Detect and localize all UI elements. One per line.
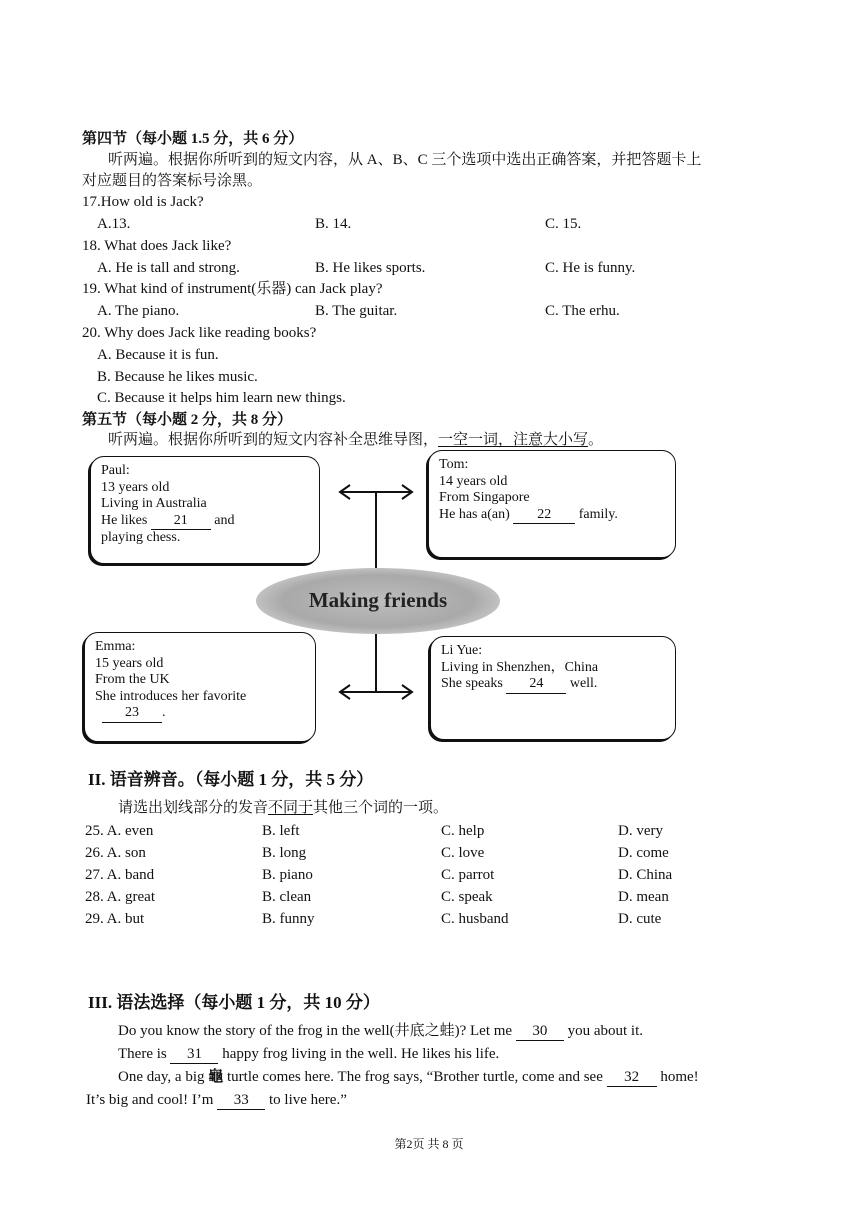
liyue-speaks-text: She speaks bbox=[441, 676, 503, 691]
option-word: son bbox=[125, 845, 146, 861]
phonics-option bbox=[85, 844, 146, 862]
option-label: D. bbox=[618, 845, 633, 861]
option-label: D. bbox=[618, 867, 633, 883]
option-word: very bbox=[636, 823, 663, 839]
paul-hobby: playing chess. bbox=[101, 530, 181, 545]
answer-blank-21[interactable]: 21 bbox=[151, 513, 211, 531]
emma-age: 15 years old bbox=[95, 655, 164, 671]
option-label: C. bbox=[441, 867, 455, 883]
liyue-location: Living in Shenzhen，China bbox=[441, 659, 599, 675]
option-word: long bbox=[279, 845, 307, 861]
option-word: husband bbox=[458, 911, 509, 927]
phonics-option bbox=[262, 866, 313, 884]
instruction-end: 其他三个词的一项。 bbox=[313, 800, 449, 816]
text: Do you know the story of the frog in the well(井底之蛙)? Let me bbox=[118, 1023, 513, 1039]
instruction-text: 听两遍。根据你所听到的短文内容补全思维导图， bbox=[108, 432, 439, 448]
option-word: cute bbox=[636, 911, 662, 927]
option-word: love bbox=[458, 845, 485, 861]
mindmap-box-liyue bbox=[430, 636, 676, 740]
option-label: C. bbox=[441, 911, 455, 927]
tom-name: Tom: bbox=[439, 457, 469, 472]
option-a: A. He is tall and strong. bbox=[97, 260, 240, 276]
text: home! bbox=[660, 1069, 699, 1085]
phonics-option bbox=[618, 844, 669, 862]
paul-age: 13 years old bbox=[101, 479, 170, 495]
option-label: C. bbox=[441, 823, 455, 839]
option-label: B. bbox=[262, 867, 276, 883]
option-label: B. bbox=[262, 845, 276, 861]
paragraph-line bbox=[86, 1091, 347, 1110]
phonics-option bbox=[85, 866, 154, 884]
option-word: funny bbox=[279, 911, 315, 927]
option-a: A. Because it is fun. bbox=[97, 347, 219, 363]
option-label: 29. A. bbox=[85, 911, 122, 927]
option-word: great bbox=[125, 889, 155, 905]
answer-blank-31[interactable]: 31 bbox=[170, 1045, 218, 1064]
answer-blank-23[interactable]: 23 bbox=[102, 705, 162, 723]
option-word: help bbox=[458, 823, 485, 839]
option-label: 28. A. bbox=[85, 889, 122, 905]
question-stem: 20. Why does Jack like reading books? bbox=[82, 325, 317, 341]
tom-origin: From Singapore bbox=[439, 490, 530, 505]
question-stem: 18. What does Jack like? bbox=[82, 238, 232, 254]
option-c: C. 15. bbox=[545, 216, 582, 232]
page-footer: 第2页 共 8 页 bbox=[394, 1137, 464, 1151]
emma-blank-line bbox=[95, 705, 305, 723]
section4-instruction: 听两遍。根据你所听到的短文内容，从 A、B、C 三个选项中选出正确答案，并把答题卡上 bbox=[108, 152, 702, 168]
paul-likes-text: He likes bbox=[101, 512, 148, 528]
answer-blank-22[interactable]: 22 bbox=[513, 507, 575, 525]
instruction-end: 。 bbox=[588, 432, 604, 448]
answer-blank-30[interactable]: 30 bbox=[516, 1022, 564, 1041]
option-a: A. The piano. bbox=[97, 303, 180, 319]
phonics-option bbox=[262, 844, 306, 862]
emma-period: . bbox=[162, 705, 166, 720]
section5-title: 第五节（每小题 2 分，共 8 分） bbox=[82, 412, 293, 428]
option-word: mean bbox=[636, 889, 669, 905]
phonics-option bbox=[441, 822, 484, 840]
option-label: D. bbox=[618, 823, 633, 839]
answer-blank-33[interactable]: 33 bbox=[217, 1091, 265, 1110]
chinese-character: 龜 bbox=[208, 1069, 224, 1085]
part2-title: II. 语音辨音。（每小题 1 分，共 5 分） bbox=[88, 770, 374, 789]
phonics-option bbox=[85, 910, 144, 928]
phonics-option bbox=[85, 822, 153, 840]
paul-likes bbox=[101, 513, 309, 531]
option-c: C. Because it helps him learn new things. bbox=[97, 390, 346, 406]
phonics-option bbox=[441, 844, 484, 862]
phonics-option bbox=[441, 866, 494, 884]
option-b: B. Because he likes music. bbox=[97, 369, 258, 385]
option-word: band bbox=[125, 867, 155, 883]
option-word: clean bbox=[279, 889, 312, 905]
option-label: 26. A. bbox=[85, 845, 122, 861]
instruction-underlined: 不同于 bbox=[268, 800, 314, 816]
text: One day, a big bbox=[118, 1069, 205, 1085]
text: you about it. bbox=[567, 1023, 644, 1039]
section4-instruction-cont: 对应题目的答案标号涂黑。 bbox=[82, 173, 263, 189]
tom-family-text: He has a(an) bbox=[439, 506, 510, 522]
question-stem: 19. What kind of instrument(乐器) can Jack play? bbox=[82, 281, 383, 297]
option-label: C. bbox=[441, 845, 455, 861]
option-label: 25. A. bbox=[85, 823, 122, 839]
part2-instruction bbox=[118, 799, 448, 817]
paragraph-line bbox=[118, 1022, 643, 1041]
emma-name: Emma: bbox=[95, 639, 136, 654]
liyue-well: well. bbox=[569, 676, 598, 691]
mindmap-box-tom bbox=[428, 450, 676, 558]
paul-and: and bbox=[214, 512, 235, 528]
option-word: but bbox=[125, 911, 145, 927]
option-label: C. bbox=[441, 889, 455, 905]
option-c: C. He is funny. bbox=[545, 260, 636, 276]
option-b: B. The guitar. bbox=[315, 303, 398, 319]
text: There is bbox=[118, 1046, 167, 1062]
paul-name: Paul: bbox=[101, 463, 130, 478]
phonics-option bbox=[262, 910, 315, 928]
text: turtle comes here. The frog says, “Brother turtle, come and see bbox=[227, 1069, 603, 1085]
emma-origin: From the UK bbox=[95, 672, 170, 687]
text: happy frog living in the well. He likes his life. bbox=[222, 1046, 500, 1062]
option-word: come bbox=[636, 845, 669, 861]
option-word: China bbox=[636, 867, 673, 883]
tom-family bbox=[439, 507, 665, 525]
phonics-option bbox=[85, 888, 155, 906]
option-label: B. bbox=[262, 911, 276, 927]
text: It’s big and cool! I’m bbox=[86, 1092, 214, 1108]
liyue-speaks bbox=[441, 676, 665, 694]
liyue-name: Li Yue: bbox=[441, 643, 483, 658]
emma-favorite: She introduces her favorite bbox=[95, 688, 247, 704]
option-label: B. bbox=[262, 889, 276, 905]
phonics-option bbox=[618, 910, 661, 928]
section4-title: 第四节（每小题 1.5 分，共 6 分） bbox=[82, 131, 304, 147]
phonics-option bbox=[441, 888, 493, 906]
phonics-option bbox=[262, 822, 300, 840]
tom-family-end: family. bbox=[578, 506, 618, 522]
phonics-option bbox=[262, 888, 311, 906]
option-word: parrot bbox=[458, 867, 495, 883]
option-c: C. The erhu. bbox=[545, 303, 620, 319]
option-word: left bbox=[279, 823, 300, 839]
option-b: B. He likes sports. bbox=[315, 260, 426, 276]
mindmap-center-label: Making friends bbox=[308, 588, 448, 612]
mindmap-box-paul bbox=[90, 456, 320, 564]
option-label: D. bbox=[618, 889, 633, 905]
question-stem: 17.How old is Jack? bbox=[82, 194, 204, 210]
phonics-option bbox=[618, 866, 672, 884]
mindmap-box-emma bbox=[84, 632, 316, 742]
instruction-text: 请选出划线部分的发音 bbox=[118, 800, 269, 816]
answer-blank-32[interactable]: 32 bbox=[607, 1068, 657, 1087]
option-word: piano bbox=[279, 867, 313, 883]
part3-title: III. 语法选择（每小题 1 分，共 10 分） bbox=[88, 993, 380, 1012]
text: to live here.” bbox=[268, 1092, 347, 1108]
paragraph-line bbox=[118, 1068, 699, 1087]
phonics-option bbox=[441, 910, 509, 928]
option-a: A.13. bbox=[97, 216, 131, 232]
phonics-option bbox=[618, 822, 663, 840]
tom-age: 14 years old bbox=[439, 473, 508, 489]
option-label: 27. A. bbox=[85, 867, 122, 883]
instruction-underlined: 一空一词，注意大小写 bbox=[438, 432, 589, 448]
option-word: speak bbox=[458, 889, 493, 905]
answer-blank-24[interactable]: 24 bbox=[506, 676, 566, 694]
option-word: even bbox=[125, 823, 154, 839]
option-label: D. bbox=[618, 911, 633, 927]
option-label: B. bbox=[262, 823, 276, 839]
paul-location: Living in Australia bbox=[101, 496, 207, 511]
phonics-option bbox=[618, 888, 669, 906]
option-b: B. 14. bbox=[315, 216, 352, 232]
paragraph-line bbox=[118, 1045, 499, 1064]
